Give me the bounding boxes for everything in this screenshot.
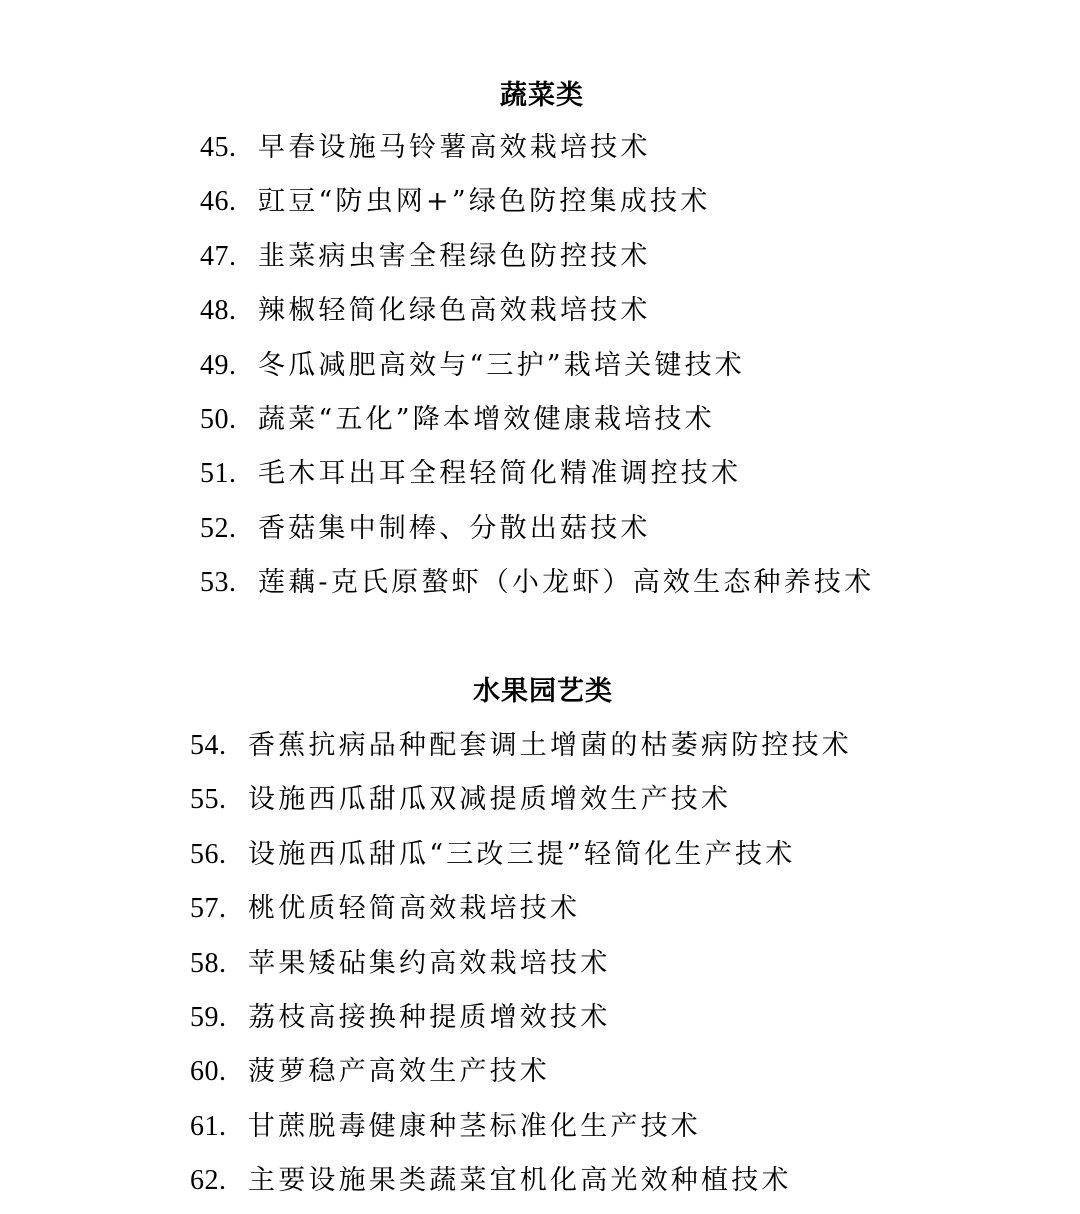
item-text: 莲藕-克氏原螯虾（小龙虾）高效生态种养技术 bbox=[258, 567, 875, 599]
item-text: 甘蔗脱毒健康种茎标准化生产技术 bbox=[248, 1110, 701, 1142]
item-text: 毛木耳出耳全程轻简化精准调控技术 bbox=[258, 458, 742, 490]
item-number: 52. bbox=[200, 512, 237, 544]
item-text: 桃优质轻简高效栽培技术 bbox=[248, 893, 581, 925]
item-text: 早春设施马铃薯高效栽培技术 bbox=[258, 132, 651, 163]
item-text: 韭菜病虫害全程绿色防控技术 bbox=[258, 240, 651, 272]
list-item bbox=[200, 289, 874, 343]
list-item bbox=[190, 1050, 852, 1104]
technology-list bbox=[200, 126, 874, 616]
item-text: 香蕉抗病品种配套调土增菌的枯萎病防控技术 bbox=[248, 730, 852, 761]
item-number: 48. bbox=[200, 295, 237, 327]
list-item bbox=[200, 561, 874, 615]
item-number: 46. bbox=[200, 186, 237, 218]
item-number: 62. bbox=[190, 1165, 227, 1197]
item-number: 49. bbox=[200, 349, 237, 381]
list-item bbox=[200, 344, 874, 398]
item-number: 45. bbox=[200, 132, 237, 163]
item-text: 菠萝稳产高效生产技术 bbox=[248, 1056, 550, 1088]
item-text: 荔枝高接换种提质增效技术 bbox=[248, 1001, 611, 1033]
list-item bbox=[200, 235, 874, 289]
list-item bbox=[190, 1105, 852, 1159]
item-text: 苹果矮砧集约高效栽培技术 bbox=[248, 947, 611, 979]
list-item bbox=[200, 507, 874, 561]
item-number: 55. bbox=[190, 784, 227, 816]
item-number: 58. bbox=[190, 947, 227, 979]
item-number: 57. bbox=[190, 893, 227, 925]
item-text: 冬瓜减肥高效与“三护”栽培关键技术 bbox=[258, 349, 746, 381]
list-item bbox=[190, 778, 852, 832]
list-item bbox=[200, 180, 874, 234]
item-number: 51. bbox=[200, 458, 237, 490]
item-number: 50. bbox=[200, 403, 237, 435]
list-item bbox=[190, 1159, 852, 1213]
item-text: 蔬菜“五化”降本增效健康栽培技术 bbox=[258, 403, 715, 435]
item-text: 设施西瓜甜瓜“三改三提”轻简化生产技术 bbox=[248, 838, 796, 870]
item-number: 59. bbox=[190, 1001, 227, 1033]
section-title: 蔬菜类 bbox=[500, 80, 584, 111]
item-text: 豇豆“防虫网+”绿色防控集成技术 bbox=[258, 186, 711, 218]
item-text: 香菇集中制棒、分散出菇技术 bbox=[258, 512, 651, 544]
item-number: 47. bbox=[200, 240, 237, 272]
item-number: 61. bbox=[190, 1110, 227, 1142]
list-item bbox=[190, 833, 852, 887]
list-item bbox=[190, 887, 852, 941]
list-item bbox=[190, 942, 852, 996]
list-item bbox=[190, 724, 852, 778]
list-item bbox=[200, 126, 874, 180]
section-title: 水果园艺类 bbox=[473, 676, 613, 707]
item-number: 60. bbox=[190, 1056, 227, 1088]
item-number: 53. bbox=[200, 567, 237, 599]
item-text: 设施西瓜甜瓜双减提质增效生产技术 bbox=[248, 784, 732, 816]
item-text: 辣椒轻简化绿色高效栽培技术 bbox=[258, 295, 651, 327]
list-item bbox=[200, 452, 874, 506]
item-text: 主要设施果类蔬菜宜机化高光效种植技术 bbox=[248, 1165, 792, 1197]
item-number: 56. bbox=[190, 838, 227, 870]
list-item bbox=[200, 398, 874, 452]
item-number: 54. bbox=[190, 730, 227, 761]
list-item bbox=[190, 996, 852, 1050]
technology-list bbox=[190, 724, 852, 1214]
